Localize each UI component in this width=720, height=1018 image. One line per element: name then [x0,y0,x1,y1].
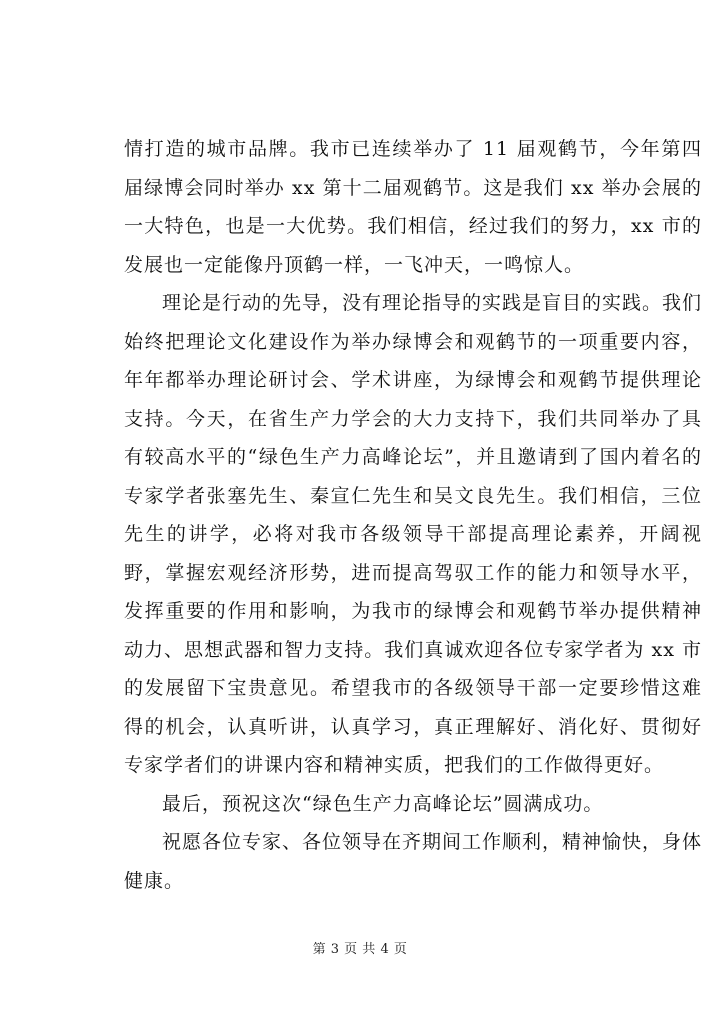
paragraph-closing-wish: 最后，预祝这次“绿色生产力高峰论坛”圆满成功。 [162,792,604,815]
paragraph-continuation: 情打造的城市品牌。我市已连续举办了 11 届观鹤节，今年第四届绿博会同时举办 xx 第十二届观鹤节。这是我们 xx 举办会展的一大特色，也是一大优势。我们相信，经过我们的努力，xx 市的发展也一定能像丹顶鹤一样，一飞冲天，一鸣惊人。 [124,138,702,276]
paragraph-blessing: 祝愿各位专家、各位领导在齐期间工作顺利，精神愉快，身体健康。 [124,831,703,892]
document-body [124,130,702,900]
page-number-footer: 第 3 页 共 4 页 [312,942,408,957]
paragraph-theory: 理论是行动的先导，没有理论指导的实践是盲目的实践。我们始终把理论文化建设作为举办绿博会和观鹤节的一项重要内容，年年都举办理论研讨会、学术讲座，为绿博会和观鹤节提供理论支持。今天，在省生产力学会的大力支持下，我们共同举办了具有较高水平的“绿色生产力高峰论坛”，并且邀请到了国内着名的专家学者张塞先生、秦宣仁先生和吴文良先生。我们相信，三位先生的讲学，必将对我市各级领导干部提高理论素养，开阔视野，掌握宏观经济形势，进而提高驾驭工作的能力和领导水平，发挥重要的作用和影响，为我市的绿博会和观鹤节举办提供精神动力、思想武器和智力支持。我们真诚欢迎各位专家学者为 xx 市的发展留下宝贵意见。希望我市的各级领导干部一定要珍惜这难得的机会，认真听讲，认真学习，真正理解好、消化好、贯彻好专家学者们的讲课内容和精神实质，把我们的工作做得更好。 [124,292,703,776]
